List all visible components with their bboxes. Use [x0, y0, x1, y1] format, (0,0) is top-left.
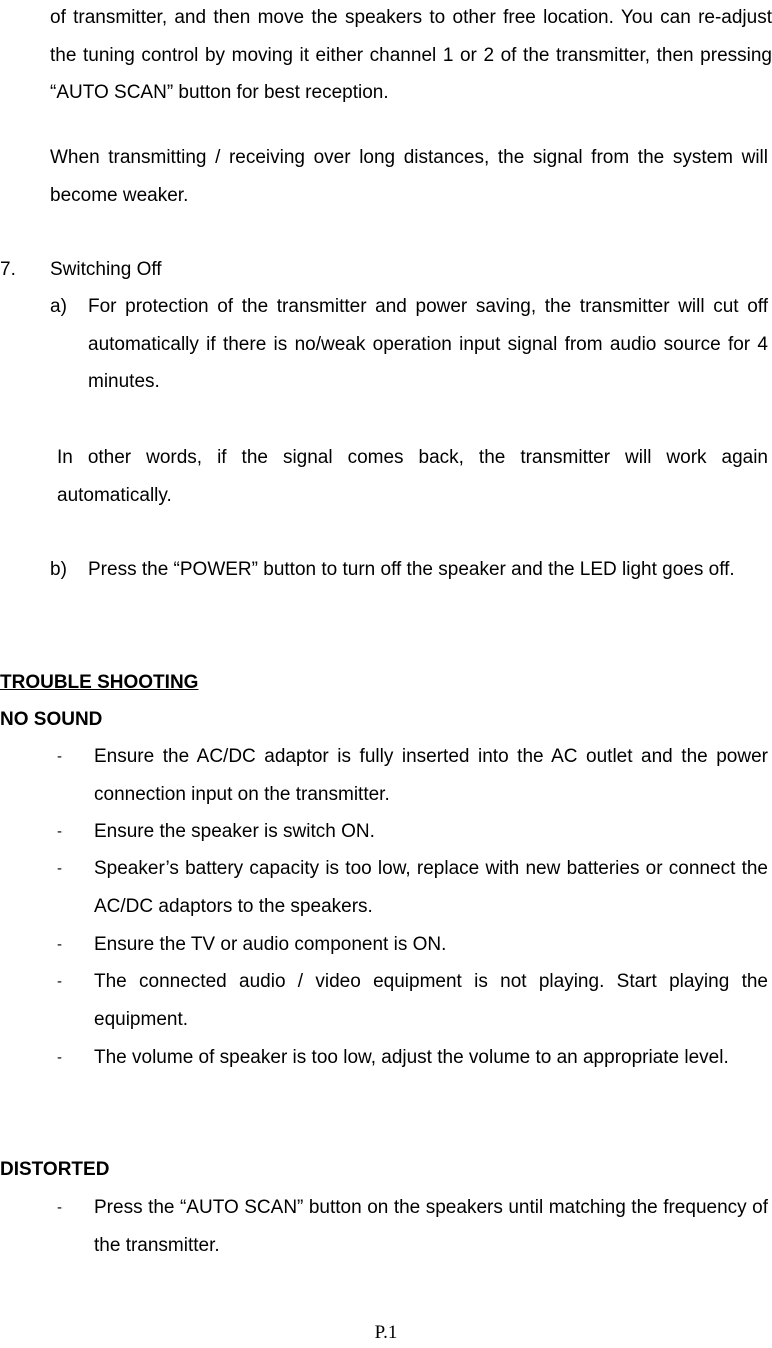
intro-paragraph-2: When transmitting / receiving over long distances, the signal from the system will become weaker.	[50, 147, 768, 206]
section-number: 7.	[0, 259, 16, 280]
bullet-dash: -	[57, 936, 62, 953]
bullet-dash: -	[57, 1049, 62, 1066]
intro-paragraph-1: of transmitter, and then move the speakers to other free location. You can re-adjust the tuning control by moving it either channel 1 or 2 of the transmitter, then pressing “AUTO SCAN” button for best reception.	[50, 7, 772, 103]
no-sound-item-2: Ensure the speaker is switch ON.	[94, 821, 375, 842]
bullet-dash: -	[57, 973, 62, 990]
distorted-item-1: Press the “AUTO SCAN” button on the speakers until matching the frequency of the transmitter.	[94, 1197, 768, 1256]
section-title: Switching Off	[50, 259, 162, 280]
bullet-dash: -	[57, 748, 62, 765]
no-sound-heading: NO SOUND	[0, 709, 103, 730]
distorted-heading: DISTORTED	[0, 1159, 110, 1180]
no-sound-item-4: Ensure the TV or audio component is ON.	[94, 934, 447, 955]
item-b-marker: b)	[50, 559, 67, 580]
bullet-dash: -	[57, 1199, 62, 1216]
item-a-marker: a)	[50, 296, 67, 317]
no-sound-item-5: The connected audio / video equipment is not playing. Start playing the equipment.	[94, 971, 768, 1030]
section-note: In other words, if the signal comes back, the transmitter will work again automatically.	[57, 447, 768, 506]
item-b-text: Press the “POWER” button to turn off the speaker and the LED light goes off.	[88, 559, 735, 580]
no-sound-item-6: The volume of speaker is too low, adjust the volume to an appropriate level.	[94, 1047, 729, 1068]
troubleshooting-heading: TROUBLE SHOOTING	[0, 672, 199, 693]
bullet-dash: -	[57, 823, 62, 840]
item-a-text: For protection of the transmitter and power saving, the transmitter will cut off automatically if there is no/weak operation input signal from audio source for 4 minutes.	[88, 296, 768, 392]
page-number: P.1	[374, 1322, 398, 1343]
no-sound-item-1: Ensure the AC/DC adaptor is fully inserted into the AC outlet and the power connection input on the transmitter.	[94, 746, 768, 805]
bullet-dash: -	[57, 860, 62, 877]
no-sound-item-3: Speaker’s battery capacity is too low, replace with new batteries or connect the AC/DC adaptors to the speakers.	[94, 858, 768, 917]
